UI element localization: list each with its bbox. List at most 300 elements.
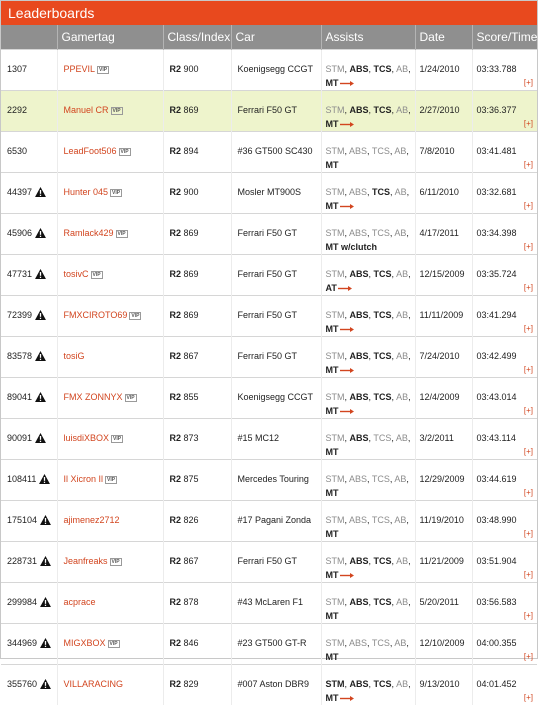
assists-cell: STM, ABS, TCS, AB, AT (321, 255, 415, 296)
assist-tcs: TCS (374, 556, 392, 566)
class-letter: R2 (170, 474, 182, 484)
car-name: Ferrari F50 GT (238, 310, 298, 320)
table-row[interactable] (1, 132, 537, 173)
vip-badge: VIP (110, 189, 122, 197)
score-cell (472, 542, 537, 583)
car-name: #17 Pagani Zonda (238, 515, 312, 525)
arrow-right-icon (338, 286, 352, 291)
score-value: 03:56.583 (477, 597, 517, 607)
table-row[interactable] (1, 296, 537, 337)
expand-link[interactable]: [+] (524, 652, 533, 661)
car-name: Koenigsegg CCGT (238, 64, 314, 74)
col-rank (1, 25, 57, 50)
date-value: 9/13/2010 (420, 679, 460, 689)
assist-ab: AB (396, 556, 408, 566)
warning-icon (35, 310, 46, 320)
score-value: 03:43.114 (477, 433, 516, 443)
warning-icon (35, 228, 46, 238)
score-cell (472, 132, 537, 173)
gamertag-cell (57, 296, 163, 337)
expand-link[interactable]: [+] (524, 324, 533, 333)
arrow-right-icon (340, 573, 354, 578)
expand-link[interactable]: [+] (524, 283, 533, 292)
score-cell (472, 378, 537, 419)
date-cell (415, 91, 472, 132)
class-letter: R2 (170, 310, 182, 320)
table-row[interactable] (1, 337, 537, 378)
rank-value: 355760 (7, 678, 37, 690)
assist-abs: ABS (350, 105, 369, 115)
car-name: Mosler MT900S (238, 187, 302, 197)
assist-ab: AB (394, 146, 406, 156)
gamertag-link[interactable]: MIGXBOX (64, 638, 106, 648)
rank-value: 72399 (7, 309, 32, 321)
score-cell (472, 214, 537, 255)
car-cell (231, 255, 321, 296)
score-value: 03:44.619 (477, 474, 517, 484)
score-value: 03:34.398 (477, 228, 517, 238)
assist-stm: STM (326, 597, 345, 607)
car-cell (231, 91, 321, 132)
car-cell (231, 214, 321, 255)
assist-transmission: MT (326, 78, 339, 88)
gamertag-link[interactable]: FMXCIROTO69 (64, 310, 128, 320)
class-cell (163, 50, 231, 91)
assist-ab: AB (396, 64, 408, 74)
arrow-right-icon (340, 409, 354, 414)
score-cell (472, 419, 537, 460)
gamertag-link[interactable]: Hunter 045 (64, 187, 109, 197)
vip-badge: VIP (116, 230, 128, 238)
assists-cell: STM, ABS, TCS, AB, MT (321, 419, 415, 460)
gamertag-cell (57, 665, 163, 705)
rank-value: 299984 (7, 596, 37, 608)
class-letter: R2 (170, 351, 182, 361)
class-cell (163, 665, 231, 705)
gamertag-cell (57, 624, 163, 665)
expand-link[interactable]: [+] (524, 119, 533, 128)
gamertag-link[interactable]: VILLARACING (64, 679, 124, 689)
date-value: 1/24/2010 (420, 64, 460, 74)
car-name: Mercedes Touring (238, 474, 309, 484)
table-row[interactable] (1, 542, 537, 583)
arrow-right-icon (340, 368, 354, 373)
gamertag-link[interactable]: ajimenez2712 (64, 515, 120, 525)
class-letter: R2 (170, 105, 182, 115)
assist-tcs: TCS (373, 433, 391, 443)
gamertag-cell (57, 501, 163, 542)
table-row[interactable] (1, 665, 537, 705)
date-value: 3/2/2011 (420, 433, 454, 443)
class-letter: R2 (170, 228, 182, 238)
assist-ab: AB (394, 638, 406, 648)
assist-stm: STM (326, 105, 345, 115)
assist-tcs: TCS (372, 146, 390, 156)
car-cell (231, 665, 321, 705)
gamertag-link[interactable]: tosivC (64, 269, 89, 279)
score-value: 03:43.014 (477, 392, 517, 402)
vip-badge: VIP (111, 107, 123, 115)
gamertag-link[interactable]: Jeanfreaks (64, 556, 108, 566)
gamertag-cell (57, 91, 163, 132)
vip-badge: VIP (105, 476, 117, 484)
assist-transmission: MT (326, 201, 339, 211)
rank-cell (1, 50, 57, 91)
vip-badge: VIP (129, 312, 141, 320)
vip-badge: VIP (125, 394, 137, 402)
assist-stm: STM (326, 679, 345, 689)
assist-abs: ABS (350, 351, 369, 361)
class-cell (163, 337, 231, 378)
expand-link[interactable]: [+] (524, 447, 533, 456)
class-cell (163, 296, 231, 337)
car-cell (231, 419, 321, 460)
expand-link[interactable]: [+] (524, 201, 533, 210)
assist-stm: STM (326, 556, 345, 566)
rank-cell (1, 542, 57, 583)
table-row[interactable] (1, 214, 537, 255)
score-value: 03:42.499 (477, 351, 517, 361)
assist-stm: STM (326, 310, 345, 320)
gamertag-cell (57, 255, 163, 296)
class-index: 894 (184, 146, 199, 156)
rank-cell (1, 337, 57, 378)
assist-tcs: TCS (374, 392, 392, 402)
car-cell (231, 583, 321, 624)
assist-tcs: TCS (374, 64, 392, 74)
car-name: #43 McLaren F1 (238, 597, 304, 607)
col-car[interactable]: Car (231, 25, 321, 50)
assists-cell: STM, ABS, TCS, AB, MT (321, 296, 415, 337)
assist-transmission: MT (326, 611, 339, 621)
assists-cell: STM, ABS, TCS, AB, MT (321, 460, 415, 501)
car-name: #15 MC12 (238, 433, 280, 443)
car-name: Ferrari F50 GT (238, 351, 298, 361)
assist-abs: ABS (349, 228, 367, 238)
rank-value: 47731 (7, 268, 32, 280)
car-cell (231, 624, 321, 665)
arrow-right-icon (340, 204, 354, 209)
table-row[interactable] (1, 50, 537, 91)
rank-cell (1, 214, 57, 255)
class-cell (163, 419, 231, 460)
class-index: 873 (184, 433, 199, 443)
date-value: 6/11/2010 (420, 187, 459, 197)
assist-abs: ABS (350, 433, 369, 443)
assist-stm: STM (326, 351, 345, 361)
warning-icon (40, 638, 51, 648)
date-value: 2/27/2010 (420, 105, 460, 115)
assist-tcs: TCS (372, 228, 390, 238)
date-value: 7/24/2010 (420, 351, 460, 361)
class-cell (163, 173, 231, 214)
warning-icon (40, 556, 51, 566)
class-letter: R2 (170, 433, 182, 443)
assist-abs: ABS (350, 679, 369, 689)
col-score-time[interactable]: Score/Time (472, 25, 537, 50)
car-name: Ferrari F50 GT (238, 556, 298, 566)
assist-stm: STM (326, 228, 345, 238)
assists-cell: STM, ABS, TCS, AB, MT (321, 624, 415, 665)
arrow-right-icon (340, 81, 354, 86)
class-index: 869 (184, 105, 199, 115)
score-cell (472, 501, 537, 542)
expand-link[interactable]: [+] (524, 365, 533, 374)
rank-cell (1, 296, 57, 337)
gamertag-link[interactable]: PPEVIL (64, 64, 96, 74)
gamertag-cell (57, 378, 163, 419)
rank-value: 1307 (7, 63, 27, 75)
expand-link[interactable]: [+] (524, 611, 533, 620)
class-letter: R2 (170, 597, 182, 607)
date-cell (415, 419, 472, 460)
assist-abs: ABS (350, 556, 369, 566)
assist-tcs: TCS (372, 187, 390, 197)
assists-cell: STM, ABS, TCS, AB, MT (321, 173, 415, 214)
score-value: 03:41.294 (477, 310, 517, 320)
car-cell (231, 296, 321, 337)
assist-ab: AB (396, 597, 408, 607)
assist-ab: AB (394, 515, 406, 525)
score-value: 03:33.788 (477, 64, 517, 74)
assist-ab: AB (396, 351, 408, 361)
assist-ab: AB (396, 310, 408, 320)
assist-abs: ABS (350, 64, 369, 74)
assist-transmission: MT (326, 693, 339, 703)
date-cell (415, 460, 472, 501)
assist-tcs: TCS (374, 105, 392, 115)
rank-value: 90091 (7, 432, 32, 444)
gamertag-cell (57, 132, 163, 173)
warning-icon (39, 474, 50, 484)
assist-tcs: TCS (374, 679, 392, 689)
class-cell (163, 583, 231, 624)
assist-ab: AB (394, 228, 406, 238)
table-row[interactable] (1, 624, 537, 665)
assists-cell: STM, ABS, TCS, AB, MT (321, 665, 415, 705)
class-cell (163, 132, 231, 173)
date-cell (415, 255, 472, 296)
rank-cell (1, 378, 57, 419)
score-value: 03:51.904 (477, 556, 517, 566)
car-name: #007 Aston DBR9 (238, 679, 310, 689)
car-cell (231, 378, 321, 419)
expand-link[interactable]: [+] (524, 160, 533, 169)
vip-badge: VIP (91, 271, 103, 279)
rank-value: 2292 (7, 104, 27, 116)
warning-icon (40, 679, 51, 689)
car-cell (231, 132, 321, 173)
date-cell (415, 132, 472, 173)
date-value: 4/17/2011 (420, 228, 459, 238)
score-cell (472, 665, 537, 705)
class-index: 867 (184, 556, 199, 566)
assist-transmission: AT (326, 283, 337, 293)
gamertag-cell (57, 50, 163, 91)
score-cell (472, 624, 537, 665)
class-letter: R2 (170, 515, 182, 525)
date-cell (415, 501, 472, 542)
expand-link[interactable]: [+] (524, 529, 533, 538)
warning-icon (35, 433, 46, 443)
gamertag-link[interactable]: luisdiXBOX (64, 433, 110, 443)
assist-tcs: TCS (374, 310, 392, 320)
class-letter: R2 (170, 269, 182, 279)
table-row[interactable] (1, 173, 537, 214)
score-value: 03:48.990 (477, 515, 517, 525)
arrow-right-icon (340, 122, 354, 127)
car-cell (231, 460, 321, 501)
score-value: 03:36.377 (477, 105, 517, 115)
assist-abs: ABS (349, 187, 367, 197)
arrow-right-icon (340, 696, 354, 701)
date-value: 12/10/2009 (420, 638, 465, 648)
assist-stm: STM (326, 515, 345, 525)
class-letter: R2 (170, 638, 182, 648)
gamertag-cell (57, 337, 163, 378)
gamertag-cell (57, 583, 163, 624)
gamertag-link[interactable]: LeadFoot506 (64, 146, 117, 156)
score-value: 03:32.681 (477, 187, 517, 197)
assist-transmission: MT (326, 570, 339, 580)
assist-tcs: TCS (372, 515, 390, 525)
rank-cell (1, 173, 57, 214)
vip-badge: VIP (110, 558, 122, 566)
score-value: 04:01.452 (477, 679, 517, 689)
warning-icon (35, 187, 46, 197)
rank-cell (1, 665, 57, 705)
table-row[interactable] (1, 91, 537, 132)
date-value: 12/4/2009 (420, 392, 460, 402)
class-cell (163, 460, 231, 501)
col-class-index[interactable]: Class/Index (163, 25, 231, 50)
class-letter: R2 (170, 187, 182, 197)
assist-transmission: MT (326, 365, 339, 375)
car-name: #23 GT500 GT-R (238, 638, 307, 648)
car-name: Ferrari F50 GT (238, 228, 298, 238)
table-row[interactable] (1, 460, 537, 501)
class-index: 869 (184, 228, 199, 238)
col-date[interactable]: Date (415, 25, 472, 50)
car-cell (231, 501, 321, 542)
gamertag-link[interactable]: acprace (64, 597, 96, 607)
expand-link[interactable]: [+] (524, 693, 533, 702)
col-assists[interactable]: Assists (321, 25, 415, 50)
assist-ab: AB (394, 474, 406, 484)
score-cell (472, 583, 537, 624)
warning-icon (40, 597, 51, 607)
assist-stm: STM (326, 269, 345, 279)
assists-cell: STM, ABS, TCS, AB, MT (321, 132, 415, 173)
gamertag-link[interactable]: Manuel CR (64, 105, 109, 115)
score-cell (472, 337, 537, 378)
assist-ab: AB (396, 105, 408, 115)
class-letter: R2 (170, 679, 182, 689)
gamertag-link[interactable]: FMX ZONNYX (64, 392, 123, 402)
assist-tcs: TCS (372, 638, 390, 648)
rank-value: 344969 (7, 637, 37, 649)
assists-cell: STM, ABS, TCS, AB, MT (321, 378, 415, 419)
assist-ab: AB (396, 433, 408, 443)
table-row[interactable] (1, 255, 537, 296)
table-row[interactable] (1, 583, 537, 624)
date-cell (415, 173, 472, 214)
gamertag-link[interactable]: Il Xicron Il (64, 474, 104, 484)
score-value: 04:00.355 (477, 638, 517, 648)
assists-cell: STM, ABS, TCS, AB, MT (321, 583, 415, 624)
assist-abs: ABS (350, 269, 369, 279)
assist-stm: STM (326, 187, 345, 197)
table-row[interactable] (1, 378, 537, 419)
date-cell (415, 583, 472, 624)
table-header (1, 25, 537, 50)
date-cell (415, 337, 472, 378)
date-cell (415, 296, 472, 337)
assist-transmission: MT (326, 406, 339, 416)
rank-value: 175104 (7, 514, 37, 526)
class-cell (163, 91, 231, 132)
leaderboard-table (1, 25, 537, 705)
expand-link[interactable]: [+] (524, 406, 533, 415)
class-index: 869 (184, 310, 199, 320)
rank-cell (1, 91, 57, 132)
score-value: 03:41.481 (477, 146, 517, 156)
rank-cell (1, 255, 57, 296)
gamertag-cell (57, 173, 163, 214)
rank-value: 108411 (7, 473, 36, 485)
car-cell (231, 50, 321, 91)
assist-stm: STM (326, 474, 345, 484)
assist-transmission: MT (326, 324, 339, 334)
expand-link[interactable]: [+] (524, 242, 533, 251)
assist-ab: AB (396, 269, 408, 279)
expand-link[interactable]: [+] (524, 78, 533, 87)
panel-title: Leaderboards (1, 1, 537, 25)
score-cell (472, 50, 537, 91)
assists-cell: STM, ABS, TCS, AB, MT w/clutch (321, 214, 415, 255)
col-gamertag[interactable]: Gamertag (57, 25, 163, 50)
gamertag-link[interactable]: tosiG (64, 351, 85, 361)
rank-value: 6530 (7, 145, 27, 157)
class-index: 900 (184, 64, 199, 74)
assist-abs: ABS (350, 310, 369, 320)
assist-tcs: TCS (374, 269, 392, 279)
car-cell (231, 337, 321, 378)
date-value: 11/19/2010 (420, 515, 464, 525)
gamertag-cell (57, 419, 163, 460)
rank-value: 83578 (7, 350, 32, 362)
table-row[interactable] (1, 419, 537, 460)
class-index: 875 (184, 474, 199, 484)
class-cell (163, 378, 231, 419)
class-letter: R2 (170, 64, 182, 74)
expand-link[interactable]: [+] (524, 488, 533, 497)
gamertag-link[interactable]: Ramlack429 (64, 228, 114, 238)
assist-transmission: MT (326, 119, 339, 129)
expand-link[interactable]: [+] (524, 570, 533, 579)
score-cell (472, 296, 537, 337)
assist-transmission: MT (326, 160, 339, 170)
score-cell (472, 173, 537, 214)
assist-stm: STM (326, 392, 345, 402)
rank-cell (1, 624, 57, 665)
table-row[interactable] (1, 501, 537, 542)
class-cell (163, 542, 231, 583)
car-name: Koenigsegg CCGT (238, 392, 314, 402)
assist-abs: ABS (349, 638, 367, 648)
arrow-right-icon (340, 327, 354, 332)
assists-cell: STM, ABS, TCS, AB, MT (321, 501, 415, 542)
